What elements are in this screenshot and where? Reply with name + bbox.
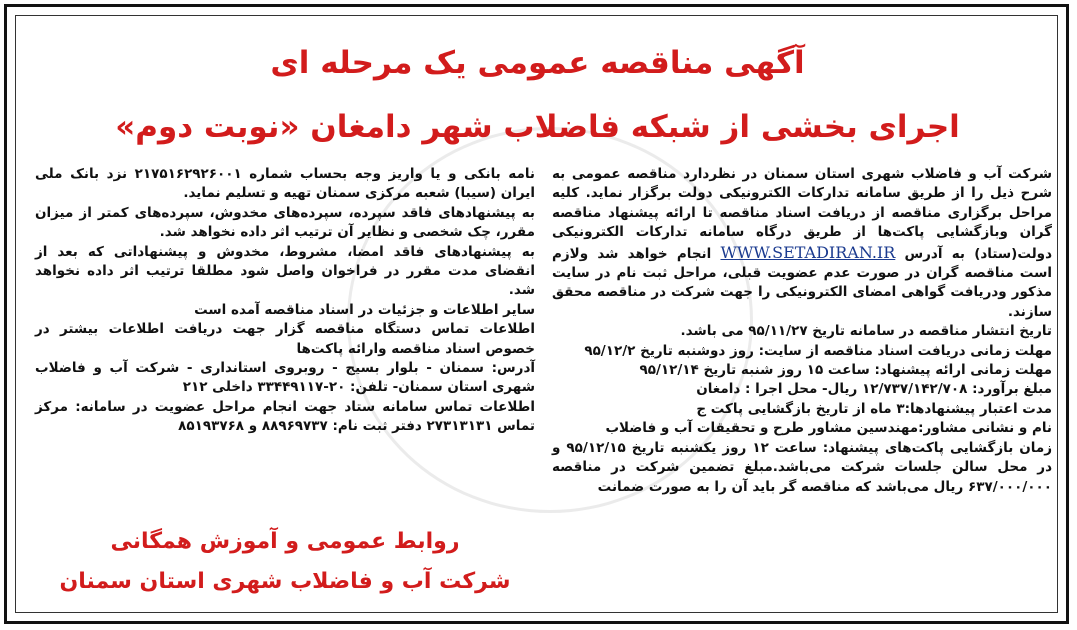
invalid-offers: به پیشنهادهای فاقد امضا، مشروط، مخدوش و پیشنهاداتی که بعد از انقضای مدت مقرر در فراخوان واصل شود مطلقا ترتیب اثر داده نخواهد شد. <box>35 243 535 299</box>
opening-info: زمان بازگشایی پاکت‌های پیشنهاد: ساعت ۱۲ روز یکشنبه تاریخ ۹۵/۱۲/۱۵ و در محل سالن جلسات شرکت می‌باشد.مبلغ تضمین شرکت در مناقصه ۶۳۷/۰۰۰/۰۰۰ ریال می‌باشد که مناقصه گر باید آن را به صورت ضمانت <box>552 439 1053 495</box>
other-info: سایر اطلاعات و جزئیات در اسناد مناقصه آمده است <box>194 301 535 318</box>
publish-date: تاریخ انتشار مناقصه در سامانه تاریخ ۹۵/۱۱/۲۷ می باشد. <box>680 323 1052 340</box>
footer-department: روابط عمومی و آموزش همگانی <box>110 529 460 554</box>
setad-link[interactable]: WWW.SETADIRAN.IR <box>720 242 896 262</box>
consultant: نام و نشانی مشاور:مهندسین مشاور طرح و تحقیقات آب و فاضلاب <box>605 420 1052 437</box>
right-column <box>552 165 1052 497</box>
ad-frame <box>4 4 1069 624</box>
address: آدرس: سمنان - بلوار بسیج - روبروی استانداری - شرکت آب و فاضلاب شهری استان سمنان- تلفن: ۲۰-۳۳۴۴۹۱۱۷ داخلی ۲۱۲ <box>35 360 535 396</box>
left-column <box>35 165 535 437</box>
document-deadline: مهلت زمانی دریافت اسناد مناقصه از سایت: روز دوشنبه تاریخ ۹۵/۱۲/۲ <box>584 342 1052 359</box>
estimate: مبلغ برآورد: ۱۲/۷۳۷/۱۴۲/۷۰۸ ریال- محل اجرا : دامغان <box>696 381 1052 398</box>
offer-deadline: مهلت زمانی ارائه پیشنهاد: ساعت ۱۵ روز شنبه تاریخ ۹۵/۱۲/۱۴ <box>639 362 1052 379</box>
headline: آگهی مناقصه عمومی یک مرحله ای <box>270 45 805 81</box>
sub-headline: اجرای بخشی از شبکه فاضلاب شهر دامغان «نوبت دوم» <box>115 109 960 145</box>
setad-contact: اطلاعات تماس سامانه ستاد جهت انجام مراحل عضویت در سامانه: مرکز تماس ۲۷۳۱۳۱۳۱ دفتر ثبت نام: ۸۸۹۶۹۷۳۷ و ۸۵۱۹۳۷۶۸ <box>35 398 535 435</box>
invalid-deposit: به پیشنهادهای فاقد سپرده، سپرده‌های مخدوش، سپرده‌های کمتر از میزان مقرر، چک شخصی و نظایر آن ترتیب اثر داده نخواهد شد. <box>35 204 535 241</box>
validity: مدت اعتبار پیشنهادها:۳ ماه از تاریخ بازگشایی پاکت ج <box>696 400 1052 417</box>
contact-info: اطلاعات تماس دستگاه مناقصه گزار جهت دریافت اطلاعات بیشتر در خصوص اسناد مناقصه وارائه پاکت‌ها <box>35 321 535 357</box>
footer-company: شرکت آب و فاضلاب شهری استان سمنان <box>59 569 511 594</box>
guarantee-text: نامه بانکی و یا واریز وجه بحساب شماره ۲۱۷۵۱۶۲۹۲۶۰۰۱ نزد بانک ملی ایران (سیبا) شعبه مرکزی سمنان تهیه و تسلیم نماید. <box>35 166 535 202</box>
intro-continued: انجام خواهد شد ولازم است مناقصه گران در صورت عدم عضویت قبلی، مراحل ثبت نام در سایت مذکور ودریافت گواهی امضای الکترونیکی را جهت شرکت در مناقصه محقق سازند. <box>552 245 1052 320</box>
intro-text: شرکت آب و فاضلاب شهری استان سمنان در نظردارد مناقصه عمومی به شرح ذیل را از طریق سامانه تدارکات الکترونیکی دولت برگزار نماید. کلیه مراحل برگزاری مناقصه از دریافت اسناد مناقصه تا ارائه پیشنهاد مناقصه گران وبازگشایی پاکت‌ها از طریق درگاه سامانه تدارکات الکترونیکی دولت(ستاد) به آدرس <box>552 166 1052 262</box>
